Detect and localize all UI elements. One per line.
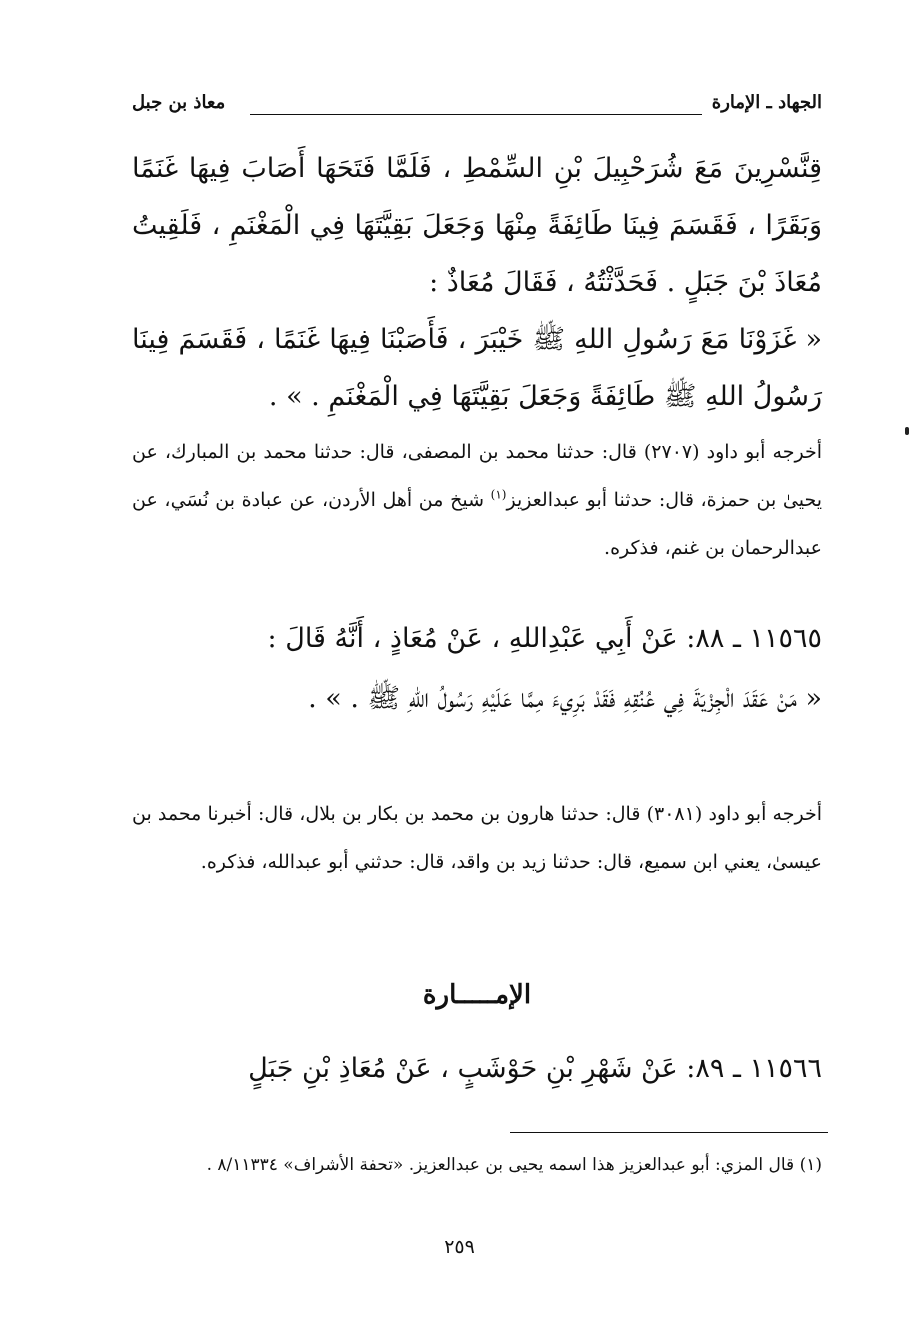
takhrij-1-text: أخرجه أبو داود (٢٧٠٧) قال: حدثنا محمد بن المصفى، قال: حدثنا محمد بن المبارك، عن يحيىٰ بن حمزة، قال: حدثنا أبو عبدالعزيز bbox=[132, 441, 822, 511]
footnote-separator bbox=[510, 1132, 828, 1133]
header-section-title: الجهاد ـ الإمارة bbox=[711, 92, 822, 113]
scan-mark bbox=[905, 427, 909, 435]
hadith-2-quote: « مَنْ عَقَدَ الْجِزْيَةَ فِي عُنُقِهِ فَقَدْ بَرِيءَ مِمَّا عَلَيْهِ رَسُولُ اللهِ ﷺ . » . bbox=[308, 683, 822, 714]
chapter-title: الإمـــــارة bbox=[422, 980, 532, 1010]
takhrij-2: أخرجه أبو داود (٣٠٨١) قال: حدثنا هارون بن محمد بن بكار بن بلال، قال: أخبرنا محمد بن عيسىٰ، يعني ابن سميع، قال: حدثنا زيد بن واقد، قال: حدثني أبو عبدالله، فذكره. bbox=[132, 803, 822, 873]
takhrij-1-text-end: شيخ من أهل الأردن، عن عبادة بن نُسَي، عن عبدالرحمان بن غنم، فذكره. bbox=[132, 489, 822, 559]
takhrij-1 bbox=[132, 428, 822, 572]
header-companion-name: معاذ بن جبل bbox=[132, 92, 226, 113]
hadith-2-opening: ١١٥٦٥ ـ ٨٨: عَنْ أَبِي عَبْدِاللهِ ، عَنْ مُعَاذٍ ، أَنَّهُ قَالَ : bbox=[267, 623, 822, 654]
hadith-1-quote: « غَزَوْنَا مَعَ رَسُولِ اللهِ ﷺ خَيْبَرَ ، فَأَصَبْنَا فِيهَا غَنَمًا ، فَقَسَمَ فِينَا رَسُولُ اللهِ ﷺ طَائِفَةً وَجَعَلَ بَقِيَّتَهَا فِي الْمَغْنَمِ . » . bbox=[132, 324, 822, 412]
header-rule bbox=[250, 114, 702, 115]
hadith-3-opening: ١١٥٦٦ ـ ٨٩: عَنْ شَهْرِ بْنِ حَوْشَبٍ ، عَنْ مُعَاذِ بْنِ جَبَلٍ bbox=[248, 1053, 822, 1084]
page-number: ٢٥٩ bbox=[444, 1236, 475, 1258]
hadith-1-continuation: قِنَّسْرِينَ مَعَ شُرَحْبِيلَ بْنِ السِّمْطِ ، فَلَمَّا فَتَحَهَا أَصَابَ فِيهَا غَنَمًا وَبَقَرًا ، فَقَسَمَ فِينَا طَائِفَةً مِنْهَا وَجَعَلَ بَقِيَّتَهَا فِي الْمَغْنَمِ ، فَلَقِيتُ مُعَاذَ بْنَ جَبَلٍ . فَحَدَّثْتُهُ ، فَقَالَ مُعَاذٌ : bbox=[132, 153, 822, 298]
footnote-marker[interactable]: (١) bbox=[490, 487, 507, 502]
running-header bbox=[132, 92, 822, 124]
footnote: (١) قال المزي: أبو عبدالعزيز هذا اسمه يحيى بن عبدالعزيز. «تحفة الأشراف» ٨/١١٣٣٤ . bbox=[206, 1155, 822, 1175]
